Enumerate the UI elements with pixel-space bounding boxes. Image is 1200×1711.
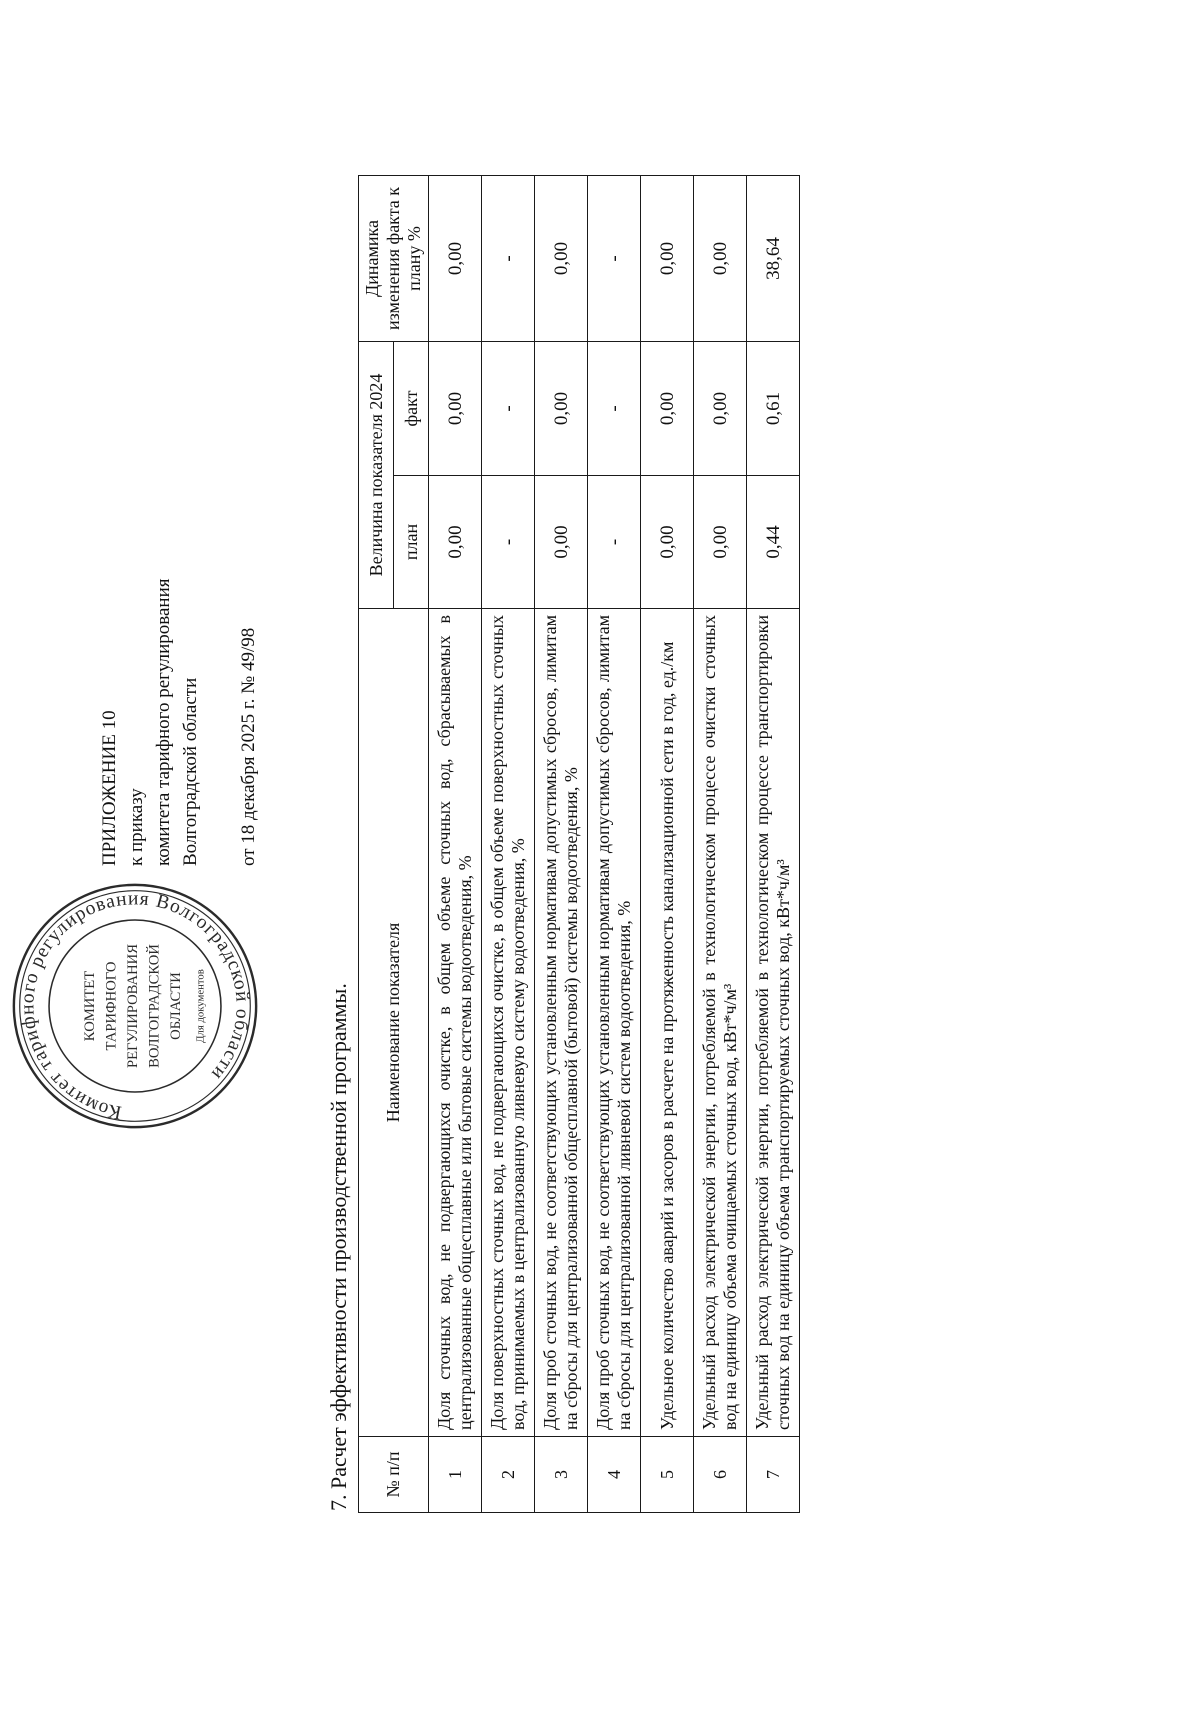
row-fact: 0,00 (429, 341, 482, 475)
row-name: Удельное количество аварий и засоров в расчете на протяженность канализационной сети в год, ед./км (641, 609, 694, 1437)
row-name: Доля сточных вод, не подвергающихся очистке, в общем объеме сточных вод, сбрасываемых в централизованные общесплавные или бытовые системы водоотведения, % (429, 609, 482, 1437)
approval-block (96, 386, 262, 866)
table-row (429, 175, 482, 1512)
table-row (747, 175, 800, 1512)
svg-text:РЕГУЛИРОВАНИЯ: РЕГУЛИРОВАНИЯ (124, 944, 141, 1068)
row-num: 7 (747, 1437, 800, 1513)
row-fact: 0,61 (747, 341, 800, 475)
row-num: 4 (588, 1437, 641, 1513)
svg-text:Комитет тарифного регулировани: Комитет тарифного регулирования Волгоградской области (17, 888, 253, 1123)
table-row (641, 175, 694, 1512)
row-dynamics: 38,64 (747, 175, 800, 341)
row-fact: - (482, 341, 535, 475)
svg-text:ОБЛАСТИ: ОБЛАСТИ (167, 972, 184, 1040)
efficiency-table (358, 175, 800, 1513)
row-dynamics: 0,00 (535, 175, 588, 341)
header-num: № п/п (359, 1437, 429, 1513)
header-fact: факт (394, 341, 429, 475)
row-dynamics: 0,00 (641, 175, 694, 341)
row-fact: - (588, 341, 641, 475)
row-fact: 0,00 (694, 341, 747, 475)
row-plan: 0,44 (747, 476, 800, 609)
header-value-group: Величина показателя 2024 (359, 341, 394, 608)
header-name: Наименование показателя (359, 609, 429, 1437)
row-plan: 0,00 (535, 476, 588, 609)
table-row (694, 175, 747, 1512)
row-dynamics: - (588, 175, 641, 341)
order-reference: к приказу (126, 788, 147, 866)
table-row (535, 175, 588, 1512)
svg-text:Для документов: Для документов (194, 969, 207, 1043)
row-plan: 0,00 (429, 476, 482, 609)
row-name: Удельный расход электрической энергии, потребляемой в технологическом процессе транспортировки сточных вод на единицу объема транспортируемых сточных вод, кВт*ч/м³ (747, 609, 800, 1437)
row-fact: 0,00 (641, 341, 694, 475)
region-line: Волгоградской области (180, 677, 201, 866)
row-dynamics: 0,00 (429, 175, 482, 341)
row-num: 2 (482, 1437, 535, 1513)
svg-text:ВОЛГОГРАДСКОЙ: ВОЛГОГРАДСКОЙ (146, 944, 163, 1068)
header-dynamics: Динамика изменения факта к плану % (359, 175, 429, 341)
row-plan: 0,00 (694, 476, 747, 609)
table-header-row (359, 175, 394, 1512)
table-row (588, 175, 641, 1512)
row-num: 5 (641, 1437, 694, 1513)
table-row (482, 175, 535, 1512)
svg-text:КОМИТЕТ: КОМИТЕТ (81, 970, 98, 1042)
appendix-title: ПРИЛОЖЕНИЕ 10 (99, 710, 120, 866)
row-dynamics: 0,00 (694, 175, 747, 341)
row-plan: - (588, 476, 641, 609)
row-plan: - (482, 476, 535, 609)
stamp-seal-icon (8, 879, 262, 1133)
issuer-line: комитета тарифного регулирования (153, 578, 174, 866)
row-num: 6 (694, 1437, 747, 1513)
row-dynamics: - (482, 175, 535, 341)
row-name: Доля проб сточных вод, не соответствующих установленным нормативам допустимых сбросов, лимитам на сбросы для централизованной общесплавной (бытовой) системы водоотведения, % (535, 609, 588, 1437)
row-fact: 0,00 (535, 341, 588, 475)
svg-text:ТАРИФНОГО: ТАРИФНОГО (103, 961, 120, 1051)
order-date: от 18 декабря 2025 г. № 49/98 (238, 627, 259, 866)
row-name: Удельный расход электрической энергии, потребляемой в технологическом процессе очистки сточных вод на единицу объема очищаемых сточных вод, кВт*ч/м³ (694, 609, 747, 1437)
official-stamp (8, 879, 262, 1133)
row-name: Доля проб сточных вод, не соответствующих установленным нормативам допустимых сбросов, лимитам на сбросы для централизованной ливневой систем водоотведения, % (588, 609, 641, 1437)
row-plan: 0,00 (641, 476, 694, 609)
row-name: Доля поверхностных сточных вод, не подвергающихся очистке, в общем объеме поверхностных сточных вод, принимаемых в централизованную ливневую систему водоотведения, % (482, 609, 535, 1437)
header-plan: план (394, 476, 429, 609)
section-title: 7. Расчет эффективности производственной программы. (326, 983, 351, 1511)
row-num: 1 (429, 1437, 482, 1513)
row-num: 3 (535, 1437, 588, 1513)
